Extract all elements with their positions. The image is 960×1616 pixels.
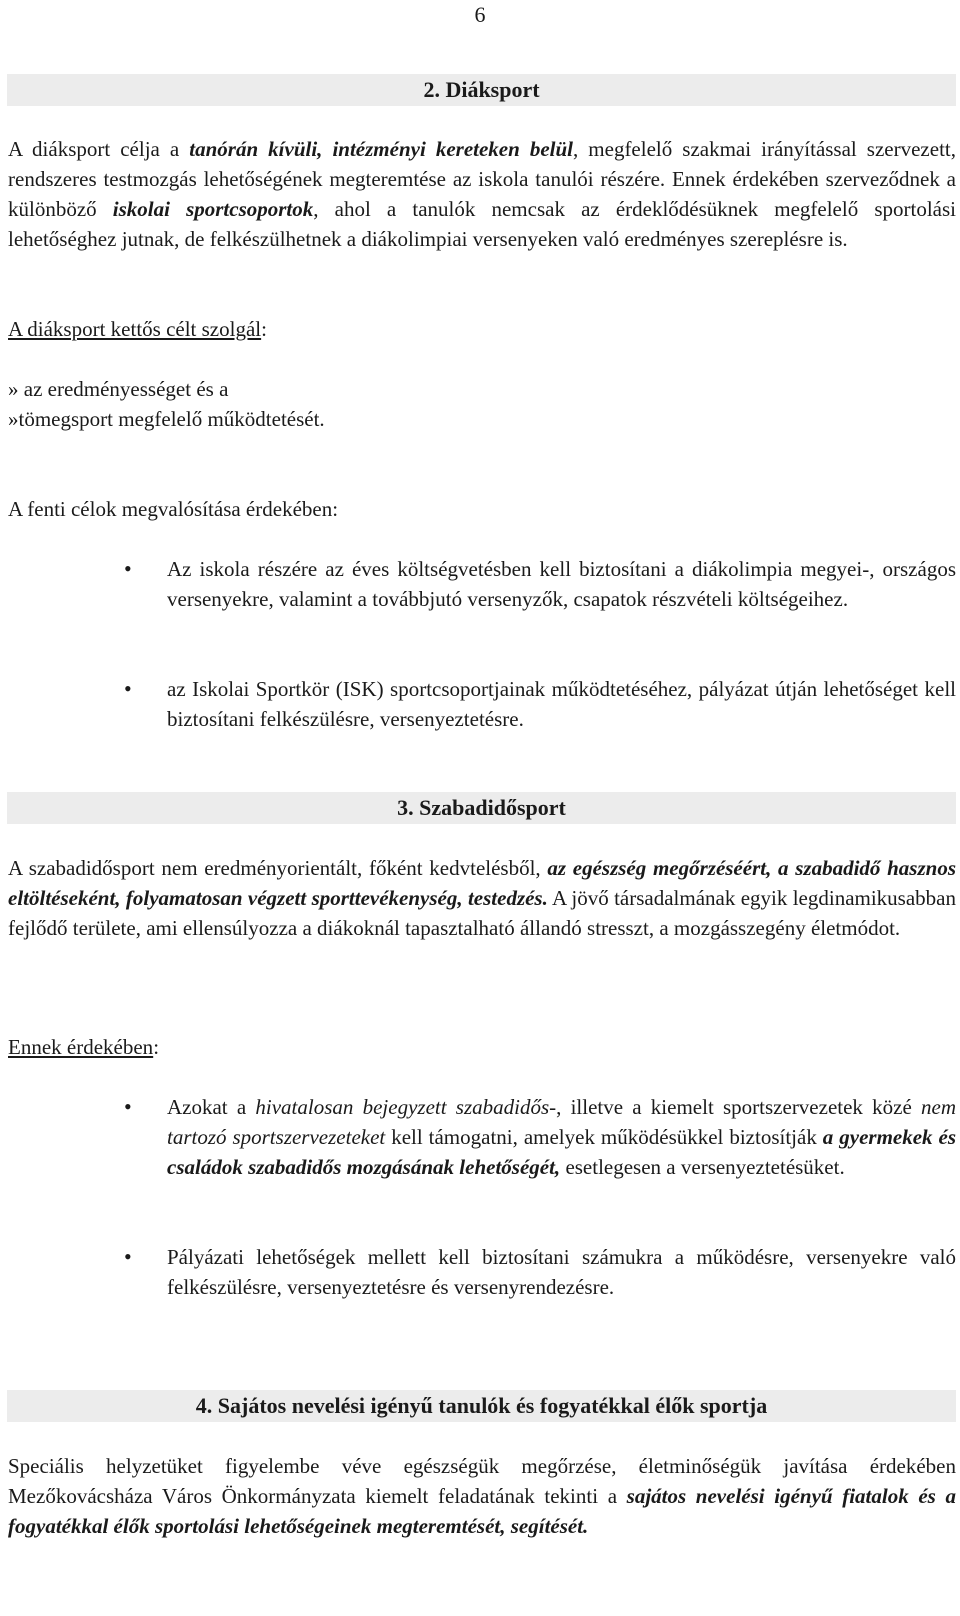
intro-text: , ahol a tanulók nemcsak az érdeklődésüknek megfelelő sportolási lehetőséghez jutnak, de felkészülhetnek a diákolimpiai versenyeken való eredményes szereplésre is. xyxy=(8,197,956,251)
dual-goal-heading-text: A diáksport kettős célt szolgál xyxy=(8,317,262,341)
intro-text: A diáksport célja a xyxy=(8,137,190,161)
list-item-text: Az iskola részére az éves költségvetésben kell biztosítani a diákolimpia megyei-, országos versenyekre, valamint a továbbjutó versenyzők, csapatok részvételi költségeihez. xyxy=(167,557,956,611)
list-item-text: az Iskolai Sportkör (ISK) sportcsoportjainak működtetéséhez, pályázat útján lehetőséget kell biztosítani felkészülésre, versenyeztetésre. xyxy=(167,677,956,731)
ennek-erdekeben-colon: : xyxy=(153,1035,160,1059)
bullet-icon: • xyxy=(124,1244,132,1269)
bullet-icon: • xyxy=(124,1094,132,1119)
section-heading-szabadidosport: 3. Szabadidősport xyxy=(7,792,956,824)
dual-goal-heading xyxy=(8,314,267,344)
intro-emphasis: tanórán kívüli, intézményi kereteken belül xyxy=(189,137,573,161)
szabadidosport-intro-paragraph xyxy=(8,853,956,943)
text: Azokat a xyxy=(167,1095,256,1119)
section-heading-diaksport: 2. Diáksport xyxy=(7,74,956,106)
dual-goal-colon: : xyxy=(261,317,267,341)
list-item-text xyxy=(167,1092,956,1182)
intro-text: A jövő társadalmának egyik legdinamikusabban fejlődő területe, ami ellensúlyozza a diákoknál tapasztalható állandó stresszt, a mozgásszegény életmódot. xyxy=(8,886,956,940)
intro-emphasis: az egészség megőrzéséért, a szabadidő hasznos eltöltéseként, folyamatosan végzett sporttevékenység, testedzés. xyxy=(8,856,956,910)
bold-italic-text: a gyermekek és családok szabadidős mozgásának lehetőségét, xyxy=(167,1125,956,1179)
intro-text: Speciális helyzetüket figyelembe véve egészségük megőrzése, életminőségük javítása érdekében Mezőkovácsháza Város Önkormányzata kiemelt feladatának tekinti a xyxy=(8,1454,956,1508)
diaksport-intro-paragraph xyxy=(8,134,956,254)
text: esetlegesen a versenyeztetésüket. xyxy=(560,1155,845,1179)
italic-text: hivatalosan bejegyzett szabadidős- xyxy=(255,1095,557,1119)
list-item-text: Pályázati lehetőségek mellett kell biztosítani számukra a működésre, versenyekre való felkészülésre, versenyeztetésre és versenyrendezésre. xyxy=(167,1245,956,1299)
page-number: 6 xyxy=(474,2,486,27)
bullet-icon: • xyxy=(124,676,132,701)
text: , illetve a kiemelt sportszervezetek közé xyxy=(556,1095,921,1119)
text: kell támogatni, amelyek működésükkel biztosítják xyxy=(385,1125,823,1149)
goal-line: »tömegsport megfelelő működtetését. xyxy=(8,407,325,431)
intro-emphasis: sajátos nevelési igényű fiatalok és a fogyatékkal élők sportolási lehetőségeinek megteremtését, segítését. xyxy=(8,1484,956,1538)
intro-text: A szabadidősport nem eredményorientált, főként kedvtelésből, xyxy=(8,856,548,880)
bullet-icon: • xyxy=(124,556,132,581)
sajatos-nevelesi-intro-paragraph xyxy=(8,1451,956,1541)
ennek-erdekeben-text: Ennek érdekében xyxy=(8,1035,154,1059)
goal-line: » az eredményességet és a xyxy=(8,377,229,401)
italic-text: nem tartozó sportszervezeteket xyxy=(167,1095,956,1149)
intro-text: , megfelelő szakmai irányítással szervezett, rendszeres testmozgás lehetőségének megteremtése az iskola tanulói részére. Ennek érdekében szerveződnek a különböző xyxy=(8,137,956,221)
intro-emphasis: iskolai sportcsoportok xyxy=(112,197,314,221)
ennek-erdekeben-heading xyxy=(8,1032,159,1062)
means-intro: A fenti célok megvalósítása érdekében: xyxy=(8,497,339,521)
section-heading-sajatos-nevelesi: 4. Sajátos nevelési igényű tanulók és fogyatékkal élők sportja xyxy=(7,1390,956,1422)
